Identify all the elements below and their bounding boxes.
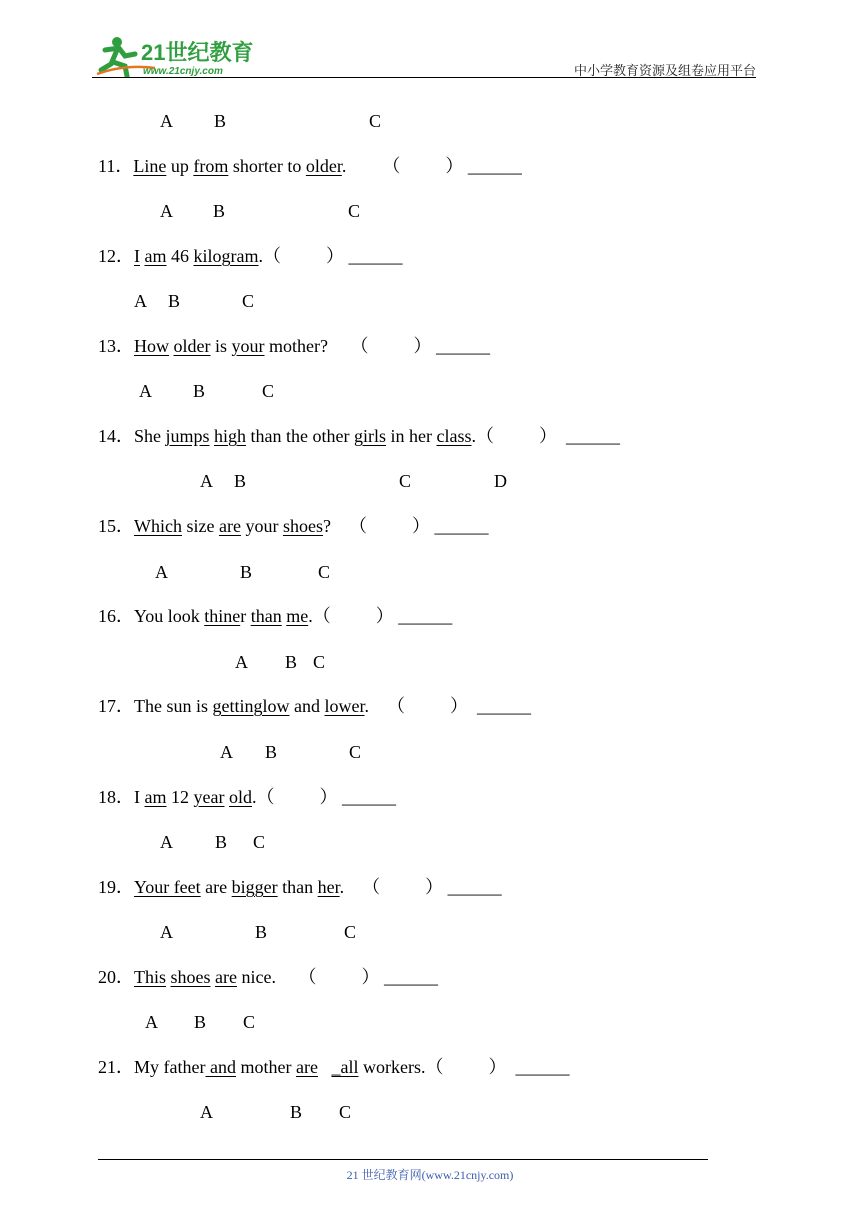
logo-url: www.21cnjy.com [143,66,223,77]
question-19: 19．Your feet are bigger than her. （ ） ______ [98,877,502,897]
question-20: 20．This shoes are nice. （ ） ______ [98,967,438,987]
label-b: B [214,111,227,131]
question-12: 12．I am 46 kilogram.（ ） ______ [98,246,403,266]
footer-divider [98,1159,708,1160]
question-21: 21．My father and mother are _all workers.（ ） ______ [98,1057,570,1077]
footer-text: 21 世纪教育网(www.21cnjy.com) [346,1168,514,1182]
site-logo [95,34,265,78]
question-11: 11．Line up from shorter to older. （ ） ______ [98,156,522,176]
question-17: 17．The sun is gettinglow and lower. （ ） ______ [98,696,531,716]
question-16: 16．You look thiner than me.（ ） ______ [98,606,453,626]
question-18: 18．I am 12 year old.（ ） ______ [98,787,396,807]
question-13: 13．How older is your mother? （ ） ______ [98,336,490,356]
label-a: A [160,111,173,131]
question-15: 15．Which size are your shoes? （ ） ______ [98,516,489,536]
header-divider [92,77,756,78]
question-14: 14．She jumps high than the other girls in her class.（ ） ______ [98,426,620,446]
label-c: C [369,111,382,131]
platform-name: 中小学教育资源及组卷应用平台 [573,63,756,78]
logo-title: 21世纪教育 [141,40,254,65]
